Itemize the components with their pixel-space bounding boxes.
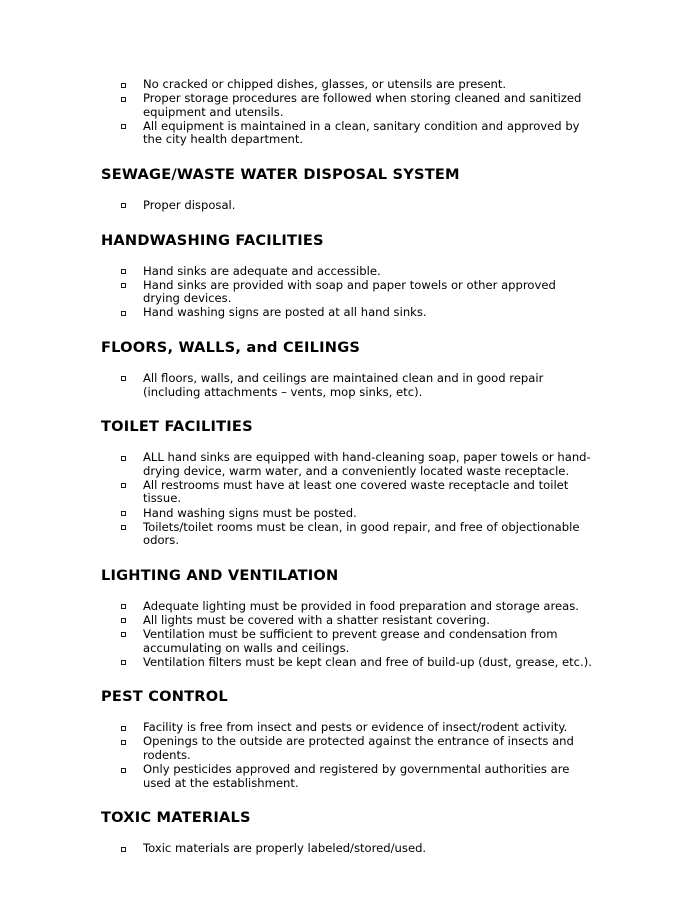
checklist-item xyxy=(101,451,593,478)
checklist-item-text: ALL hand sinks are equipped with hand-cleaning soap, paper towels or hand-drying device, warm water, and a conveniently located waste receptacle. xyxy=(143,450,591,478)
checkbox-square-icon xyxy=(121,483,126,488)
checklist-pest-control xyxy=(101,721,593,790)
checkbox-square-icon xyxy=(121,660,126,665)
checklist-continued-equipment-utensils xyxy=(101,78,593,147)
checklist-item-text: All floors, walls, and ceilings are maintained clean and in good repair (including attachments – vents, mop sinks, etc). xyxy=(143,370,544,399)
checklist-item-text: Adequate lighting must be provided in food preparation and storage areas. xyxy=(143,598,579,613)
checklist-item-text: Toxic materials are properly labeled/stored/used. xyxy=(143,841,427,856)
checklist-toilet-facilities xyxy=(101,451,593,548)
checklist-lighting-and-ventilation xyxy=(101,600,593,669)
checklist-item xyxy=(101,78,593,92)
section-floors-walls-and-ceilings xyxy=(101,339,593,399)
section-heading-toilet-facilities: TOILET FACILITIES xyxy=(101,418,253,436)
section-heading-floors-walls-and-ceilings: FLOORS, WALLS, and CEILINGS xyxy=(101,338,361,356)
section-handwashing-facilities xyxy=(101,232,593,320)
checklist-item xyxy=(101,279,593,306)
checkbox-square-icon xyxy=(121,376,126,381)
checkbox-square-icon xyxy=(121,847,126,852)
checkbox-square-icon xyxy=(121,269,126,274)
document-body xyxy=(101,78,593,856)
section-heading-toxic-materials: TOXIC MATERIALS xyxy=(101,809,251,827)
checklist-sewage-waste-water-disposal-system xyxy=(101,199,593,213)
checklist-item-text: Facility is free from insect and pests or evidence of insect/rodent activity. xyxy=(143,720,568,735)
checklist-item xyxy=(101,628,593,655)
section-heading-handwashing-facilities: HANDWASHING FACILITIES xyxy=(101,231,324,249)
checkbox-square-icon xyxy=(121,456,126,461)
checklist-item-text: Proper storage procedures are followed when storing cleaned and sanitized equipment and utensils. xyxy=(143,91,582,119)
checklist-item xyxy=(101,372,593,399)
checklist-item xyxy=(101,763,593,790)
section-lighting-and-ventilation xyxy=(101,567,593,669)
section-heading-lighting-and-ventilation: LIGHTING AND VENTILATION xyxy=(101,566,339,584)
checkbox-square-icon xyxy=(121,124,126,129)
checklist-toxic-materials xyxy=(101,842,593,856)
checklist-item xyxy=(101,479,593,506)
checklist-item xyxy=(101,507,593,521)
section-toxic-materials xyxy=(101,809,593,856)
checklist-item xyxy=(101,92,593,119)
checklist-item-text: Ventilation filters must be kept clean and free of build-up (dust, grease, etc.). xyxy=(143,654,592,669)
checklist-item xyxy=(101,656,593,670)
checkbox-square-icon xyxy=(121,726,126,731)
checkbox-square-icon xyxy=(121,83,126,88)
checklist-item xyxy=(101,521,593,548)
checkbox-square-icon xyxy=(121,525,126,530)
checkbox-square-icon xyxy=(121,311,126,316)
checkbox-square-icon xyxy=(121,283,126,288)
section-continued-equipment-utensils xyxy=(101,78,593,147)
section-pest-control xyxy=(101,688,593,790)
checklist-item xyxy=(101,614,593,628)
checklist-item xyxy=(101,842,593,856)
checklist-item-text: Proper disposal. xyxy=(143,197,236,212)
checklist-handwashing-facilities xyxy=(101,265,593,320)
checklist-item xyxy=(101,721,593,735)
checklist-item-text: All equipment is maintained in a clean, sanitary condition and approved by the city health department. xyxy=(143,118,580,147)
checklist-item-text: Hand washing signs are posted at all hand sinks. xyxy=(143,305,427,320)
checkbox-square-icon xyxy=(121,768,126,773)
checklist-floors-walls-and-ceilings xyxy=(101,372,593,399)
checklist-item xyxy=(101,735,593,762)
checklist-item xyxy=(101,120,593,147)
section-sewage-waste-water-disposal-system xyxy=(101,166,593,213)
checklist-item xyxy=(101,199,593,213)
checklist-item xyxy=(101,265,593,279)
section-heading-pest-control: PEST CONTROL xyxy=(101,688,228,706)
checkbox-square-icon xyxy=(121,604,126,609)
checklist-item-text: Hand washing signs must be posted. xyxy=(143,505,357,520)
checkbox-square-icon xyxy=(121,740,126,745)
checklist-item-text: Openings to the outside are protected against the entrance of insects and rodents. xyxy=(143,734,574,762)
checkbox-square-icon xyxy=(121,97,126,102)
checklist-item-text: Only pesticides approved and registered by governmental authorities are used at the establishment. xyxy=(143,762,570,790)
checklist-item-text: Toilets/toilet rooms must be clean, in good repair, and free of objectionable odors. xyxy=(143,519,580,548)
checklist-item-text: Hand sinks are adequate and accessible. xyxy=(143,263,381,278)
checkbox-square-icon xyxy=(121,511,126,516)
checklist-item-text: All lights must be covered with a shatter resistant covering. xyxy=(143,612,490,627)
checklist-item-text: No cracked or chipped dishes, glasses, or utensils are present. xyxy=(143,77,507,91)
checklist-item-text: All restrooms must have at least one covered waste receptacle and toilet tissue. xyxy=(143,477,569,506)
checklist-item-text: Hand sinks are provided with soap and paper towels or other approved drying devices. xyxy=(143,277,556,306)
checkbox-square-icon xyxy=(121,203,126,208)
checkbox-square-icon xyxy=(121,618,126,623)
section-heading-sewage-waste-water-disposal-system: SEWAGE/WASTE WATER DISPOSAL SYSTEM xyxy=(101,165,460,183)
checklist-item-text: Ventilation must be sufficient to prevent grease and condensation from accumulating on walls and ceilings. xyxy=(143,626,558,655)
checklist-item xyxy=(101,600,593,614)
section-toilet-facilities xyxy=(101,418,593,548)
checklist-item xyxy=(101,306,593,320)
checkbox-square-icon xyxy=(121,632,126,637)
